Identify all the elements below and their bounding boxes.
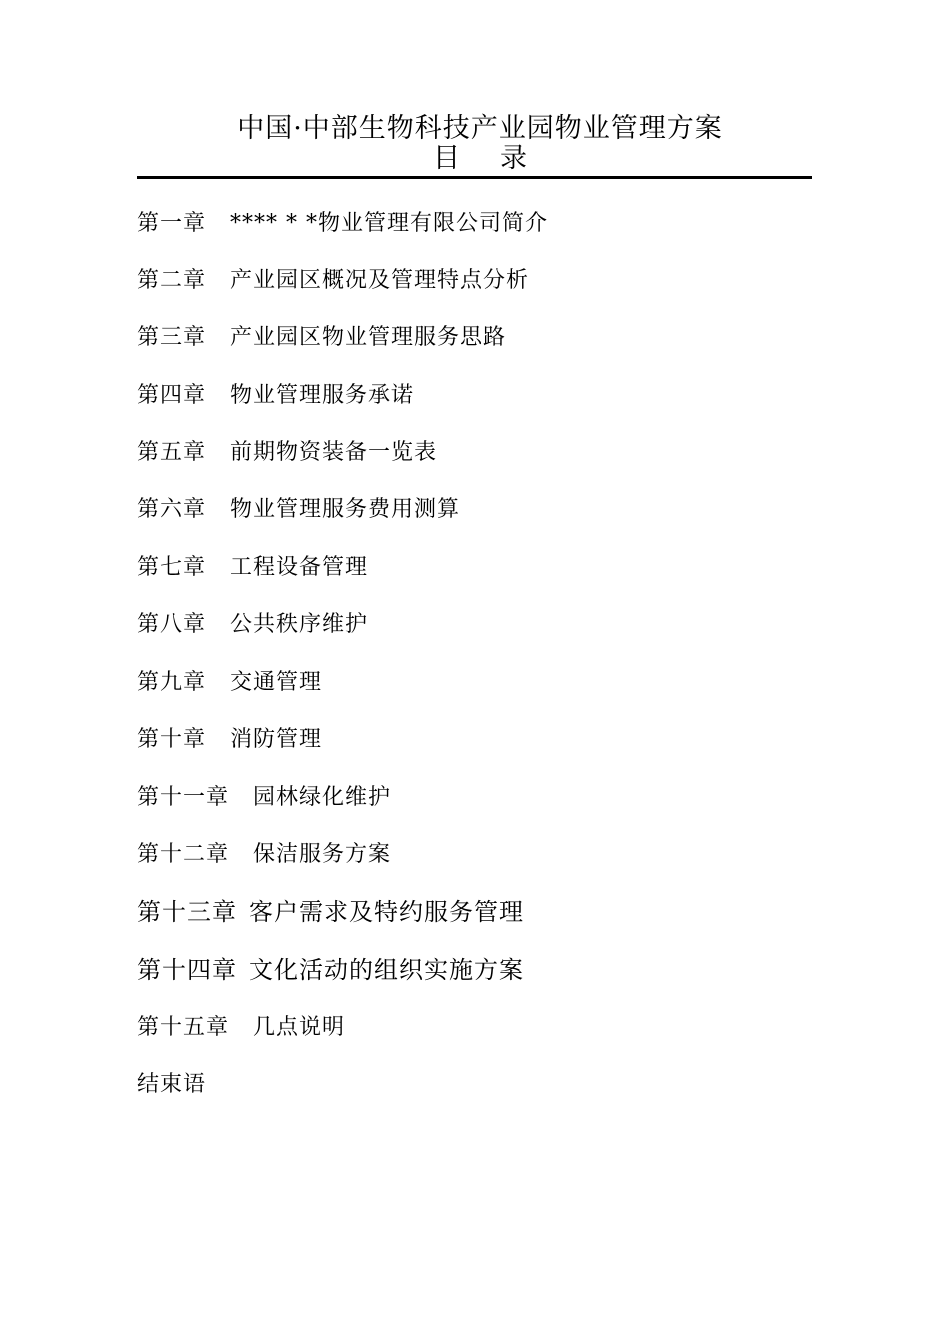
toc-chapter-number: 第五章 (137, 440, 207, 465)
toc-item (137, 840, 391, 870)
toc-item (137, 955, 524, 985)
toc-chapter-number: 第十章 (137, 727, 207, 752)
toc-item (137, 323, 506, 353)
toc-chapter-number: 第四章 (137, 383, 207, 408)
toc-chapter-title: 园林绿化维护 (253, 785, 392, 810)
toc-chapter-number: 第八章 (137, 612, 207, 637)
toc-chapter-title: 产业园区概况及管理特点分析 (230, 268, 530, 293)
toc-item (137, 897, 524, 927)
toc-item (137, 1070, 206, 1100)
toc-chapter-title: **** * *物业管理有限公司简介 (230, 211, 549, 236)
toc-item (137, 381, 414, 411)
toc-chapter-title: 物业管理服务费用测算 (230, 497, 461, 522)
document-title: 中国·中部生物科技产业园物业管理方案 (237, 113, 723, 144)
title-divider (137, 176, 812, 179)
toc-chapter-title: 产业园区物业管理服务思路 (230, 325, 507, 350)
toc-chapter-title: 物业管理服务承诺 (230, 383, 415, 408)
toc-chapter-title: 保洁服务方案 (253, 842, 392, 867)
toc-chapter-number: 第七章 (137, 555, 207, 580)
toc-heading-right: 录 (500, 143, 527, 174)
toc-chapter-number: 第六章 (137, 497, 207, 522)
toc-item (137, 783, 391, 813)
toc-chapter-number: 第三章 (137, 325, 207, 350)
toc-item (137, 725, 322, 755)
toc-item (137, 610, 368, 640)
toc-chapter-number: 第一章 (137, 211, 207, 236)
toc-chapter-number: 第十二章 (137, 842, 230, 867)
toc-item (137, 553, 368, 583)
toc-chapter-number: 第九章 (137, 670, 207, 695)
toc-item (137, 438, 437, 468)
toc-chapter-title: 公共秩序维护 (230, 612, 369, 637)
toc-chapter-title: 工程设备管理 (230, 555, 369, 580)
toc-heading-left: 目 (433, 143, 460, 174)
toc-chapter-title: 消防管理 (230, 727, 323, 752)
toc-chapter-title: 几点说明 (253, 1015, 346, 1040)
toc-chapter-title: 前期物资装备一览表 (230, 440, 438, 465)
toc-chapter-number: 第二章 (137, 268, 207, 293)
toc-chapter-number: 第十四章 (137, 956, 237, 984)
toc-chapter-title: 交通管理 (230, 670, 323, 695)
toc-chapter-number: 结束语 (137, 1072, 207, 1097)
toc-item (137, 266, 529, 296)
toc-item (137, 495, 460, 525)
toc-chapter-title: 客户需求及特约服务管理 (249, 898, 524, 926)
toc-heading (5, 144, 950, 174)
toc-chapter-number: 第十三章 (137, 898, 237, 926)
toc-chapter-number: 第十五章 (137, 1015, 230, 1040)
toc-item (137, 1013, 345, 1043)
toc-item (137, 668, 322, 698)
toc-item (137, 209, 548, 239)
toc-chapter-title: 文化活动的组织实施方案 (249, 956, 524, 984)
toc-chapter-number: 第十一章 (137, 785, 230, 810)
